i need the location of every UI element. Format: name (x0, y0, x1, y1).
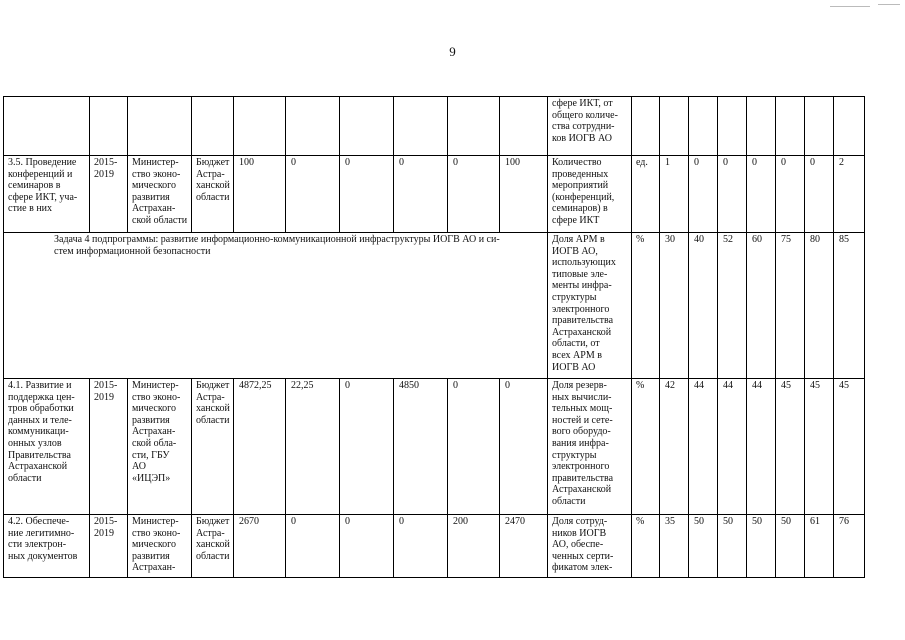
measure-name: 4.1. Развитие и поддержка цен- тров обработки данных и теле- коммуникаци- онных узлов Правительства Астраханской области (4, 379, 90, 515)
scan-mark (878, 4, 900, 5)
indicator-cell: Доля АРМ в ИОГВ АО, использующих типовые эле- менты инфра- структуры электронного правительства Астраханской области, от всех АРМ в ИОГВ АО (548, 233, 632, 379)
table-row (4, 156, 865, 233)
unit-cell: % (632, 379, 660, 515)
executor-cell: Министер- ство эконо- мического развития Астрахан- ской обла- сти, ГБУ АО «ИЦЭП» (128, 379, 192, 515)
amount-total: 4872,25 (234, 379, 286, 515)
amount-2016: 0 (340, 515, 394, 578)
indicator-value (834, 97, 865, 156)
indicator-value: 45 (776, 379, 805, 515)
indicator-value: 42 (660, 379, 689, 515)
indicator-value: 44 (718, 379, 747, 515)
amount-2015: 0 (286, 156, 340, 233)
indicator-value: 40 (689, 233, 718, 379)
amount-2015: 22,25 (286, 379, 340, 515)
indicator-value: 52 (718, 233, 747, 379)
indicator-value: 76 (834, 515, 865, 578)
indicator-cell: Количество проведенных мероприятий (конференций, семинаров) в сфере ИКТ (548, 156, 632, 233)
amount-2019: 0 (500, 379, 548, 515)
years-cell (90, 97, 128, 156)
amount-2017: 0 (394, 515, 448, 578)
table-row (4, 379, 865, 515)
unit-cell: ед. (632, 156, 660, 233)
program-table (3, 96, 865, 578)
indicator-value: 2 (834, 156, 865, 233)
years-cell: 2015- 2019 (90, 156, 128, 233)
amount-2015: 0 (286, 515, 340, 578)
years-cell: 2015- 2019 (90, 515, 128, 578)
indicator-value: 85 (834, 233, 865, 379)
amount-total: 2670 (234, 515, 286, 578)
amount-2018: 200 (448, 515, 500, 578)
indicator-value: 45 (805, 379, 834, 515)
indicator-value: 1 (660, 156, 689, 233)
indicator-value (718, 97, 747, 156)
amount-2018: 0 (448, 379, 500, 515)
amount-total (234, 97, 286, 156)
scan-mark (830, 6, 870, 7)
measure-name: 4.2. Обеспече- ние легитимно- сти электрон- ных документов (4, 515, 90, 578)
indicator-value: 61 (805, 515, 834, 578)
indicator-value: 30 (660, 233, 689, 379)
executor-cell (128, 97, 192, 156)
amount-2018: 0 (448, 156, 500, 233)
indicator-value (805, 97, 834, 156)
amount-2018 (448, 97, 500, 156)
indicator-value: 45 (834, 379, 865, 515)
table-row (4, 97, 865, 156)
amount-2016: 0 (340, 379, 394, 515)
executor-cell: Министер- ство эконо- мического развития Астрахан- (128, 515, 192, 578)
indicator-value: 44 (689, 379, 718, 515)
task-heading: Задача 4 подпрограммы: развитие информационно-коммуникационной инфраструктуры ИОГВ АО и си- стем информационной безопасности (4, 233, 548, 379)
funding-source-cell: Бюджет Астра- ханской области (192, 379, 234, 515)
measure-name: 3.5. Проведение конференций и семинаров в сфере ИКТ, уча- стие в них (4, 156, 90, 233)
indicator-value (689, 97, 718, 156)
funding-source-cell (192, 97, 234, 156)
amount-total: 100 (234, 156, 286, 233)
indicator-value: 50 (718, 515, 747, 578)
amount-2017 (394, 97, 448, 156)
indicator-value: 60 (747, 233, 776, 379)
amount-2019 (500, 97, 548, 156)
amount-2019: 100 (500, 156, 548, 233)
indicator-cell: Доля сотруд- ников ИОГВ АО, обеспе- ченных серти- фикатом элек- (548, 515, 632, 578)
indicator-value: 0 (718, 156, 747, 233)
indicator-value: 0 (805, 156, 834, 233)
amount-2016: 0 (340, 156, 394, 233)
indicator-value (660, 97, 689, 156)
indicator-value: 50 (776, 515, 805, 578)
amount-2017: 4850 (394, 379, 448, 515)
indicator-value: 35 (660, 515, 689, 578)
amount-2016 (340, 97, 394, 156)
indicator-cell: Доля резерв- ных вычисли- тельных мощ- ностей и сете- вого оборудо- вания инфра- структуры электронного правительства Астраханской области (548, 379, 632, 515)
indicator-value: 75 (776, 233, 805, 379)
indicator-value (747, 97, 776, 156)
funding-source-cell: Бюджет Астра- ханской области (192, 156, 234, 233)
indicator-value: 0 (689, 156, 718, 233)
indicator-value: 0 (776, 156, 805, 233)
amount-2019: 2470 (500, 515, 548, 578)
unit-cell (632, 97, 660, 156)
amount-2017: 0 (394, 156, 448, 233)
indicator-value: 50 (747, 515, 776, 578)
indicator-value (776, 97, 805, 156)
indicator-value: 0 (747, 156, 776, 233)
years-cell: 2015- 2019 (90, 379, 128, 515)
indicator-value: 50 (689, 515, 718, 578)
executor-cell: Министер- ство эконо- мического развития Астрахан- ской области (128, 156, 192, 233)
measure-name (4, 97, 90, 156)
table-row (4, 515, 865, 578)
indicator-cell: сфере ИКТ, от общего количе- ства сотрудни- ков ИОГВ АО (548, 97, 632, 156)
unit-cell: % (632, 515, 660, 578)
task-row (4, 233, 865, 379)
funding-source-cell: Бюджет Астра- ханской области (192, 515, 234, 578)
indicator-value: 80 (805, 233, 834, 379)
indicator-value: 44 (747, 379, 776, 515)
unit-cell: % (632, 233, 660, 379)
page-number: 9 (449, 44, 456, 59)
amount-2015 (286, 97, 340, 156)
